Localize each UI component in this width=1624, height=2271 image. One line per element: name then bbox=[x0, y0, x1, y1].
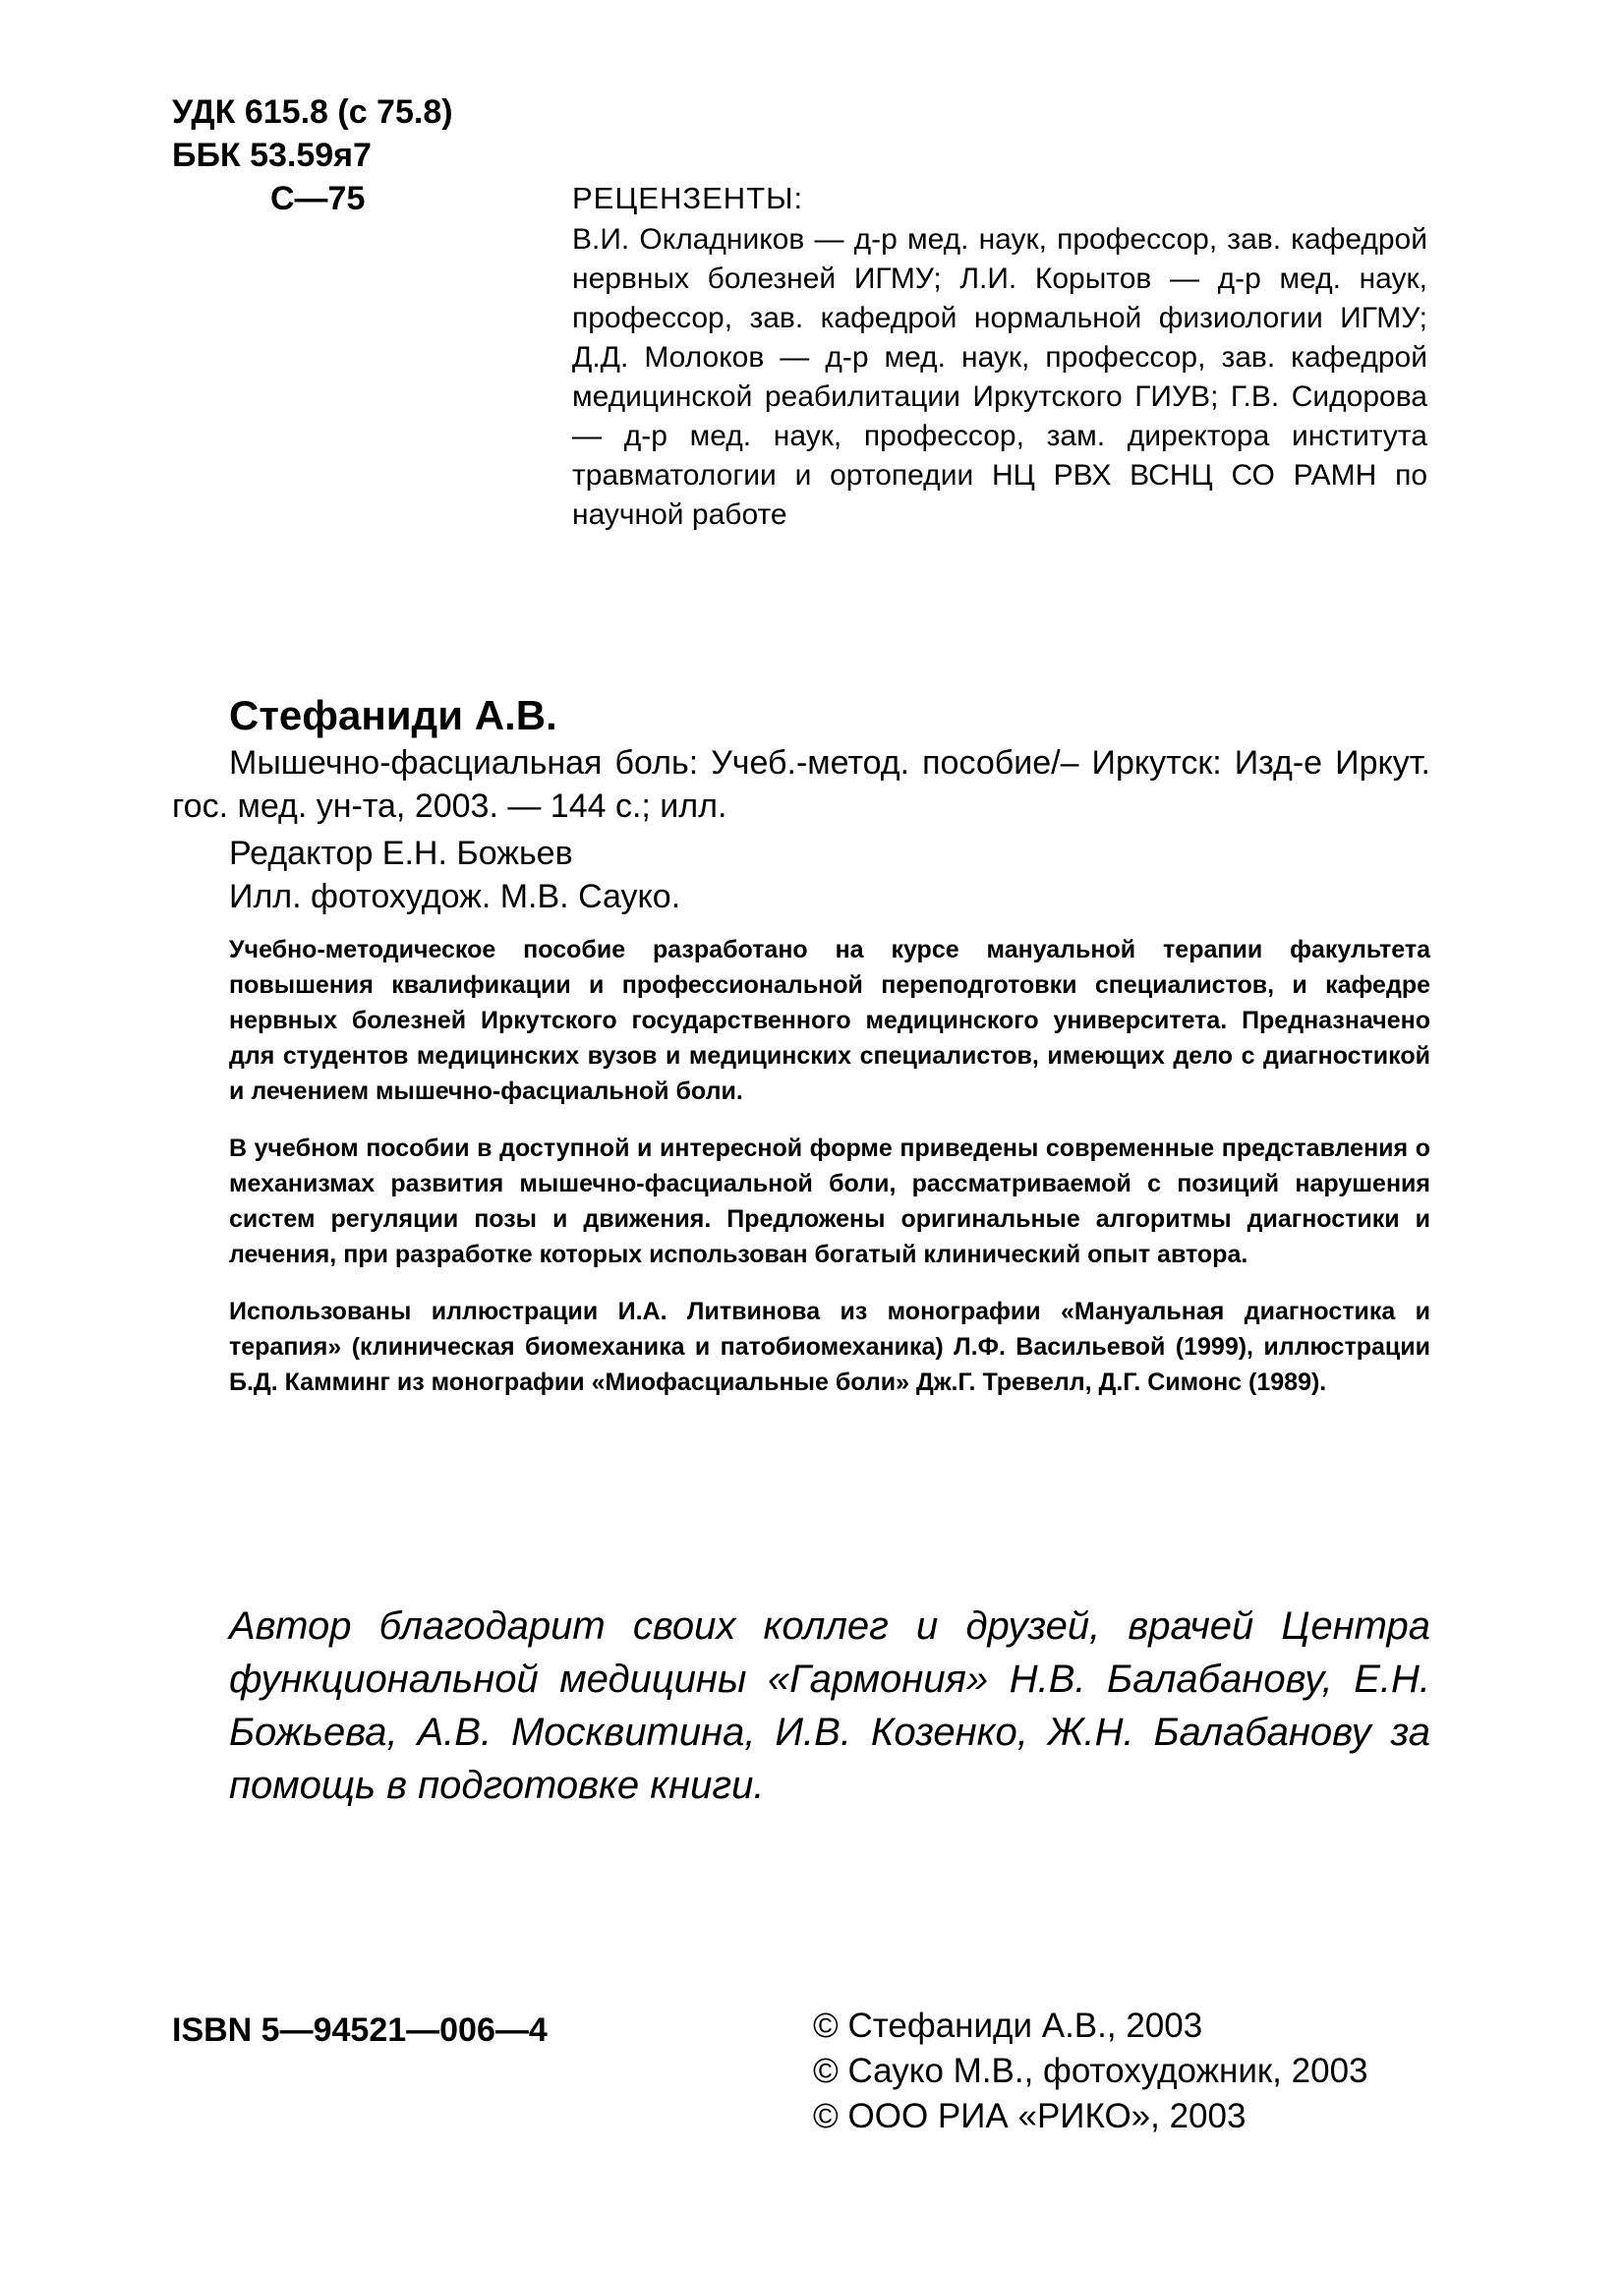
copyright-line: © ООО РИА «РИКО», 2003 bbox=[813, 2097, 1247, 2135]
classification-codes bbox=[172, 90, 453, 220]
copyright-line: © Сауко М.В., фотохудожник, 2003 bbox=[813, 2052, 1368, 2090]
illustrator-credit: Илл. фотохудож. М.В. Сауко. bbox=[229, 878, 681, 915]
editor-credit: Редактор Е.Н. Божьев bbox=[229, 835, 573, 872]
annotation-paragraph: В учебном пособии в доступной и интересной форме приведены современные представления о механизмах развития мышечно-фасциальной боли, рассматриваемой с позиций нарушения систем регуляции позы и движения. Предложены оригинальные алгоритмы диагностики и лечения, при разработке которых использован богатый клинический опыт автора. bbox=[229, 1135, 1430, 1268]
reviewers-heading: РЕЦЕНЗЕНТЫ: bbox=[572, 181, 804, 215]
bbk-code: ББК 53.59я7 bbox=[172, 137, 372, 174]
author-mark: С—75 bbox=[270, 180, 366, 217]
bibliographic-record: Мышечно-фасциальная боль: Учеб.-метод. пособие/– Иркутск: Изд-е Иркут. гос. мед. ун-та, 2003. — 144 с.; илл. bbox=[172, 744, 1430, 825]
copyright-line: © Стефаниди А.В., 2003 bbox=[813, 2007, 1203, 2045]
isbn: ISBN 5—94521—006—4 bbox=[172, 2011, 548, 2049]
annotation bbox=[229, 932, 1430, 1422]
credits bbox=[229, 832, 680, 918]
acknowledgement: Автор благодарит своих коллег и друзей, врачей Центра функциональной медицины «Гармония» Н.В. Балабанову, Е.Н. Божьева, А.В. Москвитина, И.В. Козенко, Ж.Н. Балабанову за помощь в подготовке книги. bbox=[229, 1604, 1430, 1807]
udk-code: УДК 615.8 (с 75.8) bbox=[172, 93, 453, 131]
copyright-block bbox=[813, 2004, 1368, 2139]
annotation-paragraph: Учебно-методическое пособие разработано на курсе мануальной терапии факультета повышения квалификации и профессиональной переподготовки специалистов, и кафедре нервных болезней Иркутского государственного медицинского университета. Предназначено для студентов медицинских вузов и медицинских специалистов, имеющих дело с диагностикой и лечением мышечно-фасциальной боли. bbox=[229, 936, 1430, 1105]
reviewers-block bbox=[572, 179, 1427, 535]
author-name: Стефаниди А.В. bbox=[229, 692, 557, 738]
reviewers-text: В.И. Окладников — д-р мед. наук, профессор, зав. кафедрой нервных болезней ИГМУ; Л.И. Корытов — д-р мед. наук, профессор, зав. кафедрой нормальной физиологии ИГМУ; Д.Д. Молоков — д-р мед. наук, профессор, зав. кафедрой медицинской реабилитации Иркутского ГИУВ; Г.В. Сидорова — д-р мед. наук, профессор, зам. директора института травматологии и ортопедии НЦ РВХ ВСНЦ СО РАМН по научной работе bbox=[572, 223, 1427, 531]
annotation-paragraph: Использованы иллюстрации И.А. Литвинова из монографии «Мануальная диагностика и терапия» (клиническая биомеханика и патобиомеханика) Л.Ф. Васильевой (1999), иллюстрации Б.Д. Камминг из монографии «Миофасциальные боли» Дж.Г. Тревелл, Д.Г. Симонс (1989). bbox=[229, 1298, 1430, 1396]
